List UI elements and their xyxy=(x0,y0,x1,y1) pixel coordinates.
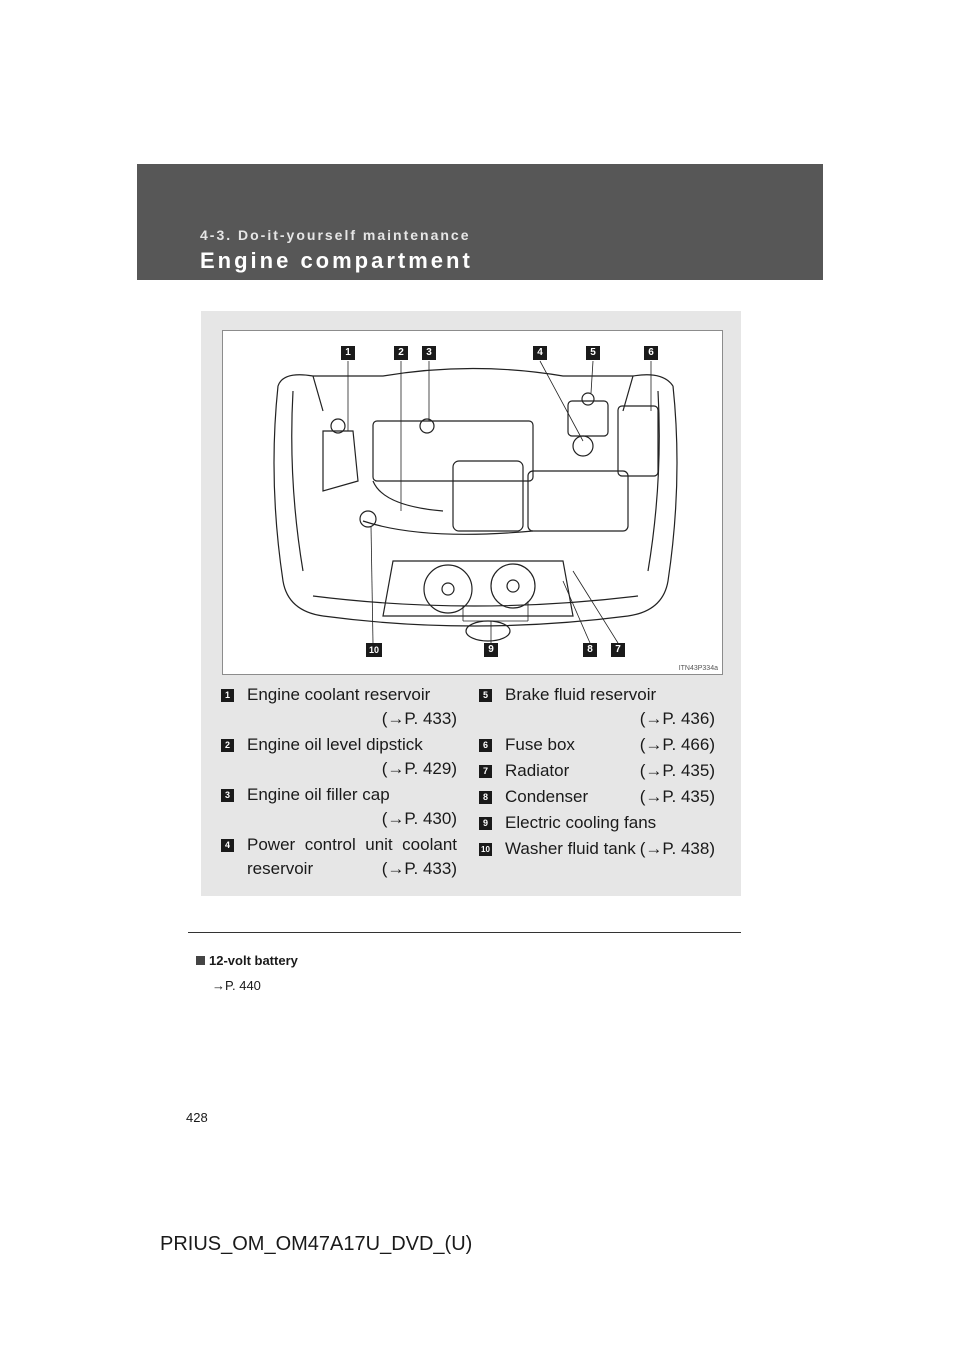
legend-label: Brake fluid reservoir xyxy=(505,685,657,704)
callout-10: 10 xyxy=(366,643,382,657)
callout-8: 8 xyxy=(583,643,597,657)
legend-item-1 xyxy=(221,683,457,731)
legend-item-10 xyxy=(479,837,715,861)
footer-code: PRIUS_OM_OM47A17U_DVD_(U) xyxy=(160,1233,473,1255)
callout-1: 1 xyxy=(341,346,355,360)
engine-compartment-illustration xyxy=(222,330,723,675)
legend-badge: 7 xyxy=(479,765,492,778)
page-title: Engine compartment xyxy=(200,248,473,273)
legend-label: Engine coolant reservoir xyxy=(247,685,431,704)
divider xyxy=(188,932,741,933)
legend-item-4 xyxy=(221,833,457,881)
legend-label: Washer fluid tank xyxy=(505,839,636,858)
legend-left xyxy=(221,683,457,881)
legend-label: Radiator xyxy=(505,761,570,780)
legend-item-7 xyxy=(479,759,715,783)
figure-panel xyxy=(201,311,741,896)
legend-badge: 5 xyxy=(479,689,492,702)
legend-ref: (→P. 430) xyxy=(381,809,457,828)
legend-ref: (→P. 429) xyxy=(381,759,457,778)
callout-3: 3 xyxy=(422,346,436,360)
callout-5: 5 xyxy=(586,346,600,360)
legend-badge: 3 xyxy=(221,789,234,802)
legend-item-3 xyxy=(221,783,457,831)
callout-7: 7 xyxy=(611,643,625,657)
legend-badge: 4 xyxy=(221,839,234,852)
legend-label: Fuse box xyxy=(505,735,575,754)
legend-ref: (→P. 438) xyxy=(639,839,715,858)
engine-drawing xyxy=(223,331,724,676)
legend-ref: (→P. 433) xyxy=(381,709,457,728)
note-heading-text: 12-volt battery xyxy=(209,953,298,968)
page-number: 428 xyxy=(186,1110,208,1125)
legend-ref: (→P. 433) xyxy=(381,859,457,878)
legend-ref: (→P. 435) xyxy=(639,761,715,780)
legend-badge: 2 xyxy=(221,739,234,752)
legend-right xyxy=(479,683,715,861)
callout-6: 6 xyxy=(644,346,658,360)
legend-badge: 8 xyxy=(479,791,492,804)
callout-9: 9 xyxy=(484,643,498,657)
legend-item-9 xyxy=(479,811,715,835)
legend-ref: (→P. 436) xyxy=(639,709,715,728)
legend-badge: 6 xyxy=(479,739,492,752)
legend-badge: 1 xyxy=(221,689,234,702)
note-heading xyxy=(196,953,298,968)
figure-id: ITN43P334a xyxy=(678,665,718,672)
legend-ref: (→P. 466) xyxy=(639,735,715,754)
legend-label: Electric cooling fans xyxy=(505,813,657,832)
note-ref: →P. 440 xyxy=(212,978,261,993)
legend-label: Condenser xyxy=(505,787,589,806)
section-label: 4-3. Do-it-yourself maintenance xyxy=(200,227,471,243)
legend-ref: (→P. 435) xyxy=(639,787,715,806)
legend-label: Engine oil level dipstick xyxy=(247,735,423,754)
legend-item-2 xyxy=(221,733,457,781)
legend-badge: 9 xyxy=(479,817,492,830)
legend-item-5 xyxy=(479,683,715,731)
section-header xyxy=(137,164,823,280)
legend-label-cont: reservoir xyxy=(247,859,314,878)
legend-badge: 10 xyxy=(479,843,492,856)
legend-label: Engine oil filler cap xyxy=(247,785,390,804)
callout-2: 2 xyxy=(394,346,408,360)
square-bullet-icon xyxy=(196,956,205,965)
callout-4: 4 xyxy=(533,346,547,360)
legend-label: Power control unit coolant xyxy=(247,835,457,854)
legend-item-8 xyxy=(479,785,715,809)
legend-item-6 xyxy=(479,733,715,757)
